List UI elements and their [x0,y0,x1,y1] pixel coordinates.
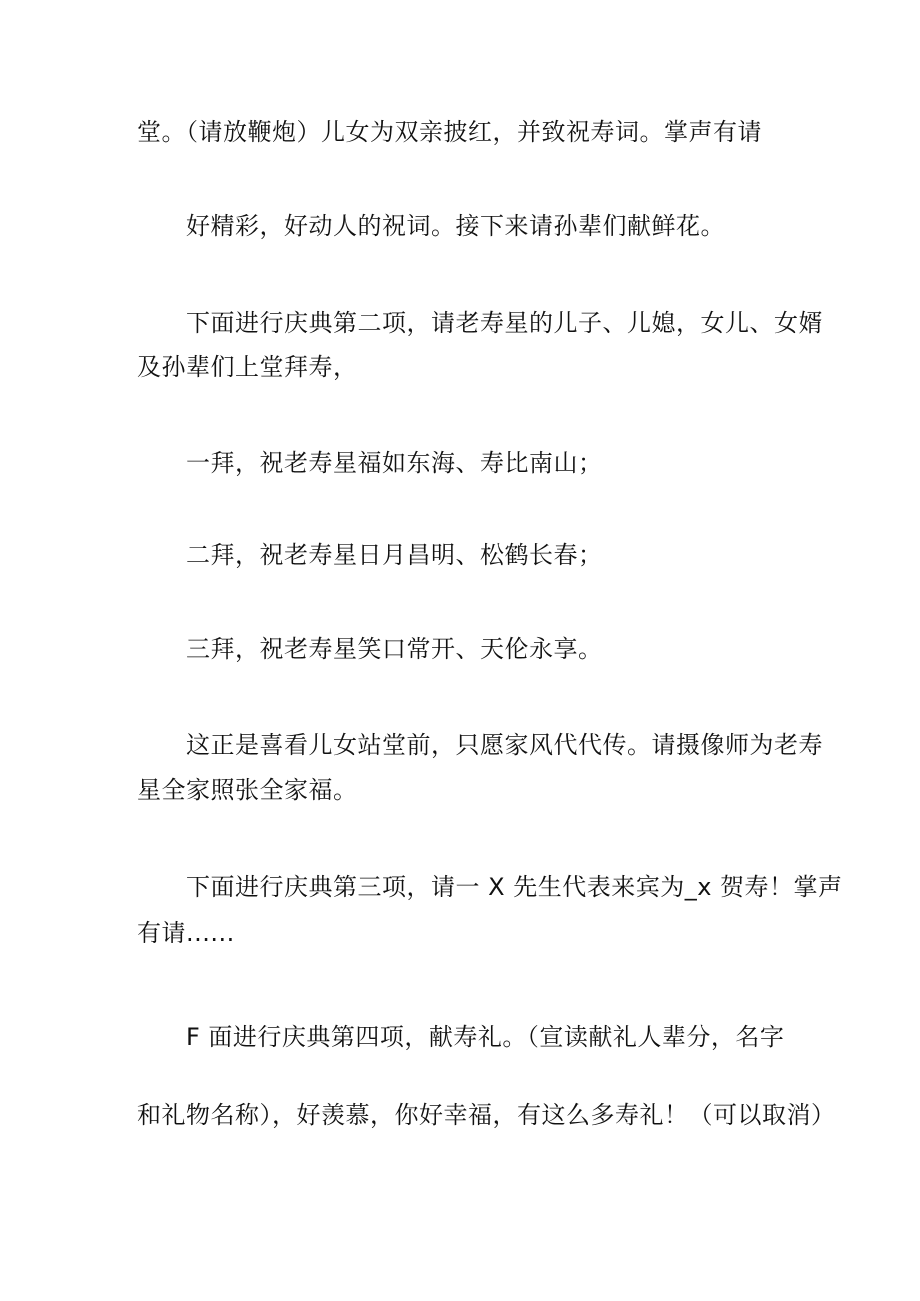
text-line: 三拜，祝老寿星笑口常开、天伦永享。 [186,635,603,663]
text-line: 星全家照张全家福。 [137,776,358,804]
text-line: F 面进行庆典第四项，献寿礼。（宣读献礼人辈分，名字 [186,1023,785,1051]
text-line: 二拜，祝老寿星日月昌明、松鹤长春； [186,541,603,569]
text-line: 堂。（请放鞭炮）儿女为双亲披红，并致祝寿词。掌声有请 [137,118,762,146]
text-line: 及孙辈们上堂拜寿， [137,353,358,381]
text-line: 有请...... [137,919,235,947]
text-line: 下面进行庆典第二项，请老寿星的儿子、儿媳，女儿、女婿 [186,309,823,337]
text-line: 和礼物名称），好羡慕，你好幸福，有这么多寿礼！（可以取消） [137,1101,836,1129]
text-line: 这正是喜看儿女站堂前，只愿家风代代传。请摄像师为老寿 [186,731,823,759]
text-line: 一拜，祝老寿星福如东海、寿比南山； [186,449,603,477]
text-line: 好精彩，好动人的祝词。接下来请孙辈们献鲜花。 [186,212,725,240]
text-line: 下面进行庆典第三项，请一 X 先生代表来宾为_x 贺寿！掌声 [186,873,843,901]
